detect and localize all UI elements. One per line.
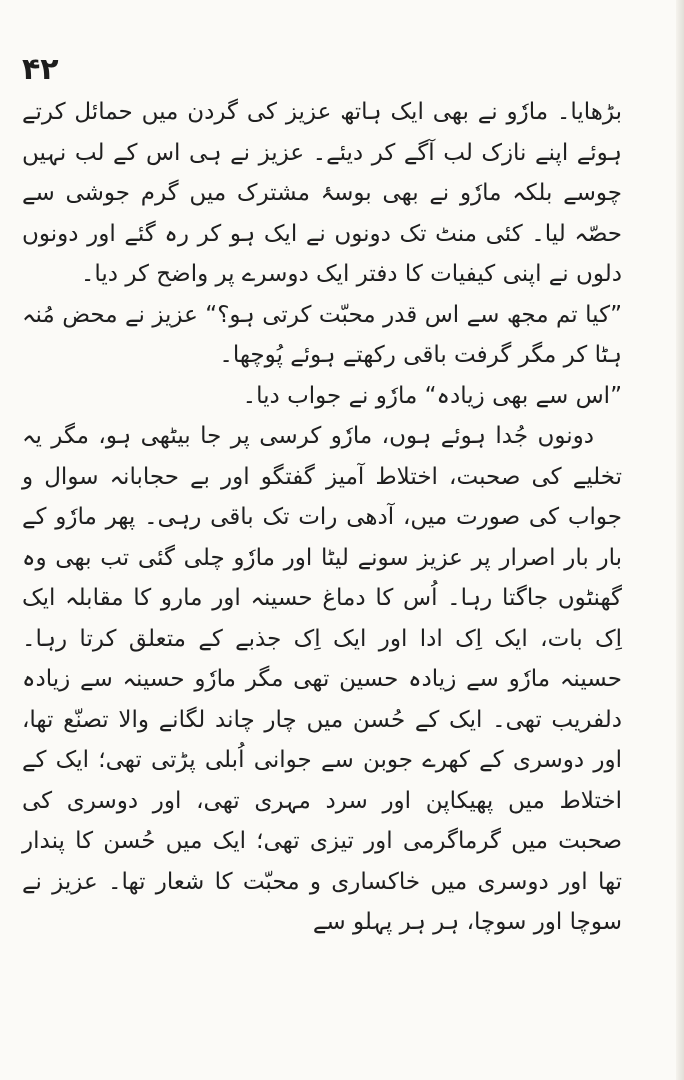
paragraph-answer: ”اس سے بھی زیادہ“ مارٗو نے جواب دیا۔ xyxy=(242,382,622,409)
page-number: ۴۲ xyxy=(22,52,59,87)
page-body xyxy=(22,92,622,943)
paragraph-question: ”کیا تم مجھ سے اس قدر محبّت کرتی ہو؟“ عزیز نے محض مُنہ ہٹا کر مگر گرفت باقی رکھتے ہوئے پُوچھا۔ xyxy=(22,301,622,368)
paragraph-comparison: دونوں جُدا ہوئے ہوں، مارٗو کرسی پر جا بیٹھی ہو، مگر یہ تخلیے کی صحبت، اختلاط آمیز گفتگو اور بے حجابانہ سوال و جواب کی صورت میں، آدھی رات تک باقی رہی۔ پھر مارٗو کے بار بار اصرار پر عزیز سونے لیٹا اور مارٗو چلی گئی تب بھی وہ گھنٹوں جاگتا رہا۔ اُس کا دماغ حسینہ اور مارو کا مقابلہ ایک اِک بات، ایک اِک ادا اور ایک اِک جذبے کے متعلق کرتا رہا۔ حسینہ مارٗو سے زیادہ حسین تھی مگر مارٗو حسینہ سے زیادہ دلفریب تھی۔ ایک کے حُسن میں چار چاند لگانے والا تصنّع تھا، اور دوسری کے کھرے جوبن سے جوانی اُبلی پڑتی تھی؛ ایک کے اختلاط میں پھیکاپن اور سرد مہری تھی، اور دوسری کی صحبت میں گرماگرمی اور تیزی تھی؛ ایک میں حُسن کا پندار تھا اور دوسری میں خاکساری و محبّت کا شعار تھا۔ عزیز نے سوچا اور سوچا، ہر ہر پہلو سے xyxy=(22,423,622,935)
paragraph-kiss: بڑھایا۔ مارٗو نے بھی ایک ہاتھ عزیز کی گردن میں حمائل کرتے ہوئے اپنے نازک لب آگے کر دیئے۔ عزیز نے ہی اس کے لب نہیں چوسے بلکہ مارٗو نے بھی بوسۂ مشترک میں گرم جوشی سے حصّہ لیا۔ کئی منٹ تک دونوں نے ایک ہو کر رہ گئے اور دونوں دلوں نے اپنی کیفیات کا دفتر ایک دوسرے پر واضح کر دیا۔ xyxy=(22,99,622,287)
page-edge-shadow xyxy=(676,0,684,1080)
